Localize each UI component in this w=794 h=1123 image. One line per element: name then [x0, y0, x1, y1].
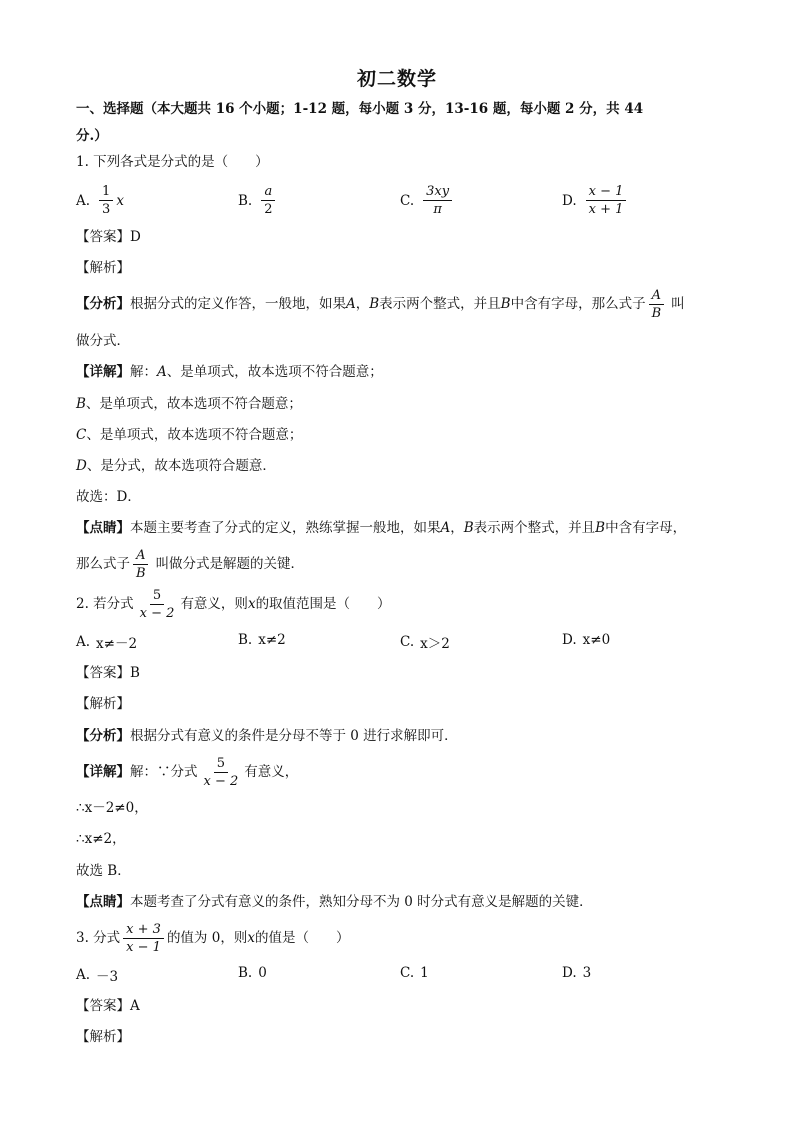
q2-option-c-label: C.	[400, 634, 415, 650]
q2-stem-fraction-numerator: 5	[150, 588, 164, 605]
q2-analysis-tag: 【分析】	[76, 728, 130, 744]
q2-stem-fraction-denominator: x − 2	[139, 605, 175, 621]
q1-comment-text2: 表示两个整式，并且	[473, 520, 596, 536]
q1-analysis-fraction-denominator: B	[651, 305, 662, 321]
q2-detail	[76, 754, 298, 790]
q1-option-a-variable: x	[116, 192, 124, 209]
q1-comment-var-a: A	[440, 520, 451, 536]
q1-option-a-fraction	[99, 184, 113, 217]
q3-jiexi: 【解析】	[76, 1029, 130, 1045]
q2-stem-mid: 有意义，则	[180, 596, 248, 612]
q2-answer: 【答案】B	[76, 665, 140, 681]
q2-stem	[76, 586, 391, 622]
q3-option-d-label: D.	[562, 965, 577, 981]
q1-comment-line2	[76, 546, 304, 582]
q3-stem-fraction-numerator: x + 3	[123, 922, 164, 939]
q1-option-c-label: C.	[400, 192, 415, 209]
q1-comment-var-b2: B	[595, 520, 606, 536]
q1-option-b-numerator: a	[261, 184, 275, 201]
q1-analysis-var-b: B	[369, 296, 380, 312]
section-heading-line1: 一、选择题（本大题共 16 个小题；1-12 题，每小题 3 分，13-16 题，每小题 2 分，共 44	[76, 101, 644, 117]
q1-comment-line2-pre: 那么式子	[76, 556, 130, 572]
q1-option-d-denominator: x + 1	[588, 202, 624, 217]
q1-detail-var-c: C	[76, 427, 87, 443]
q1-comment-text3: 中含有字母，	[605, 520, 687, 536]
q1-comment-tag: 【点睛】	[76, 520, 130, 536]
q3-stem-post: 的值是（ ）	[254, 930, 350, 946]
q1-option-c-numerator: 3xy	[423, 184, 452, 201]
q3-option-b	[238, 965, 267, 981]
q1-comment	[76, 518, 686, 538]
q1-option-b	[238, 184, 279, 217]
q2-stem-fraction	[137, 588, 178, 621]
q1-comment-fraction-numerator: A	[133, 548, 148, 565]
q3-stem-fraction-denominator: x − 1	[126, 939, 161, 955]
q1-option-d-fraction	[586, 184, 627, 217]
q2-detail-post: 有意义，	[244, 764, 299, 780]
q3-option-b-text: 0	[258, 965, 267, 981]
q1-option-a-denominator: 3	[102, 202, 111, 217]
q2-comment	[76, 892, 593, 912]
q2-detail-fraction-numerator: 5	[214, 756, 228, 773]
q2-jiexi: 【解析】	[76, 696, 130, 712]
q3-stem-var: x	[247, 930, 255, 946]
q3-option-a-text: －3	[96, 969, 119, 985]
q1-comment-fraction	[133, 548, 149, 581]
q2-option-b-text: x≠2	[258, 632, 286, 648]
q1-comment-text1: 本题主要考查了分式的定义，熟练掌握一般地，如果	[130, 520, 441, 536]
q1-option-b-fraction	[261, 184, 275, 217]
q2-option-d	[562, 632, 610, 648]
q2-option-c-text: x＞2	[420, 636, 450, 652]
q1-option-d-label: D.	[562, 192, 577, 209]
q3-option-c	[400, 965, 429, 981]
page-title: 初二数学	[356, 68, 437, 90]
q2-option-d-text: x≠0	[582, 632, 611, 648]
q1-analysis-var-a: A	[346, 296, 356, 312]
q1-comment-var-b: B	[463, 520, 474, 536]
q3-answer: 【答案】A	[76, 998, 140, 1014]
section-heading-line2: 分.）	[76, 128, 108, 144]
q1-jiexi: 【解析】	[76, 260, 130, 276]
q1-detail-text-d: 、是分式，故本选项符合题意．	[86, 458, 276, 474]
q2-option-a-label: A.	[76, 634, 91, 650]
q1-option-a-numerator: 1	[99, 184, 113, 201]
q1-analysis-text2: 表示两个整式，并且	[379, 296, 501, 312]
q1-option-d-numerator: x − 1	[586, 184, 627, 201]
q3-stem	[76, 920, 349, 956]
q1-analysis-var-b2: B	[500, 296, 511, 312]
q2-detail-fraction	[201, 756, 242, 789]
q3-stem-pre: 3. 分式	[76, 930, 121, 946]
q1-comment-fraction-denominator: B	[136, 565, 146, 581]
q2-option-b	[238, 632, 286, 648]
q2-option-b-label: B.	[238, 632, 253, 648]
q2-step1: ∴x－2≠0，	[76, 800, 148, 816]
q1-detail-text-b: 、是单项式，故本选项不符合题意；	[85, 396, 302, 412]
q1-option-b-label: B.	[238, 192, 253, 209]
q3-option-b-label: B.	[238, 965, 253, 981]
q1-detail-text-c: 、是单项式，故本选项不符合题意；	[86, 427, 303, 443]
q1-option-c-fraction	[423, 184, 452, 217]
q1-option-c-denominator: π	[433, 202, 442, 217]
q1-analysis	[76, 286, 685, 322]
q1-analysis-text1: 根据分式的定义作答，一般地，如果	[130, 296, 346, 312]
q2-detail-pre: 解：∵分式	[130, 764, 198, 780]
q1-answer: 【答案】D	[76, 229, 141, 245]
q2-stem-var: x	[247, 596, 256, 612]
q2-option-d-label: D.	[562, 632, 577, 648]
q3-option-c-label: C.	[400, 965, 415, 981]
q1-detail-var-b: B	[76, 396, 86, 412]
q2-comment-tag: 【点睛】	[76, 894, 130, 910]
q1-option-d	[562, 184, 629, 217]
q2-comment-text: 本题考查了分式有意义的条件，熟知分母不为 0 时分式有意义是解题的关键．	[130, 894, 593, 910]
q1-option-a-label: A.	[76, 192, 91, 209]
q1-stem: 1. 下列各式是分式的是（ ）	[76, 154, 269, 170]
q1-comment-line2-post: 叫做分式是解题的关键．	[155, 556, 305, 572]
q3-option-a-label: A.	[76, 967, 91, 983]
q2-stem-pre: 2. 若分式	[76, 596, 134, 612]
q1-detail	[76, 362, 383, 382]
q2-analysis	[76, 726, 458, 746]
q1-analysis-tag: 【分析】	[76, 296, 130, 312]
q1-comment-sep: ，	[450, 520, 464, 536]
q3-option-d	[562, 965, 591, 981]
q1-option-a	[76, 184, 124, 217]
q1-option-b-denominator: 2	[264, 202, 273, 217]
q3-stem-fraction	[123, 922, 164, 955]
q1-detail-pre: 解：	[130, 364, 157, 380]
q1-choose: 故选：D．	[76, 489, 141, 505]
q1-option-c	[400, 184, 455, 217]
q1-detail-var-a: A	[157, 364, 167, 380]
q1-analysis-line2: 做分式．	[76, 333, 130, 349]
q2-analysis-text: 根据分式有意义的条件是分母不等于 0 进行求解即可．	[130, 728, 458, 744]
q2-stem-post: 的取值范围是（ ）	[255, 596, 391, 612]
q1-detail-b	[76, 394, 302, 414]
q1-analysis-fraction-numerator: A	[649, 288, 664, 305]
q1-detail-text-a: 、是单项式，故本选项不符合题意；	[166, 364, 383, 380]
q1-analysis-text4: 叫	[671, 296, 685, 312]
q2-option-a	[76, 632, 137, 652]
q2-choose: 故选 B．	[76, 863, 131, 879]
q3-option-c-text: 1	[420, 965, 429, 981]
q1-detail-tag: 【详解】	[76, 364, 130, 380]
q1-analysis-fraction	[649, 288, 665, 321]
q1-analysis-sep: ，	[355, 296, 370, 312]
q1-detail-var-d: D	[76, 458, 87, 474]
q1-detail-d	[76, 456, 276, 476]
q2-detail-fraction-denominator: x − 2	[203, 773, 239, 789]
q1-detail-c	[76, 425, 302, 445]
q1-analysis-text3: 中含有字母，那么式子	[510, 296, 646, 312]
q2-step2: ∴x≠2，	[76, 831, 126, 847]
q2-option-c	[400, 632, 450, 652]
q2-option-a-text: x≠－2	[96, 636, 138, 652]
q3-stem-mid: 的值为 0，则	[166, 930, 248, 946]
q3-option-d-text: 3	[582, 965, 592, 981]
q2-detail-tag: 【详解】	[76, 764, 130, 780]
q3-option-a	[76, 965, 118, 985]
